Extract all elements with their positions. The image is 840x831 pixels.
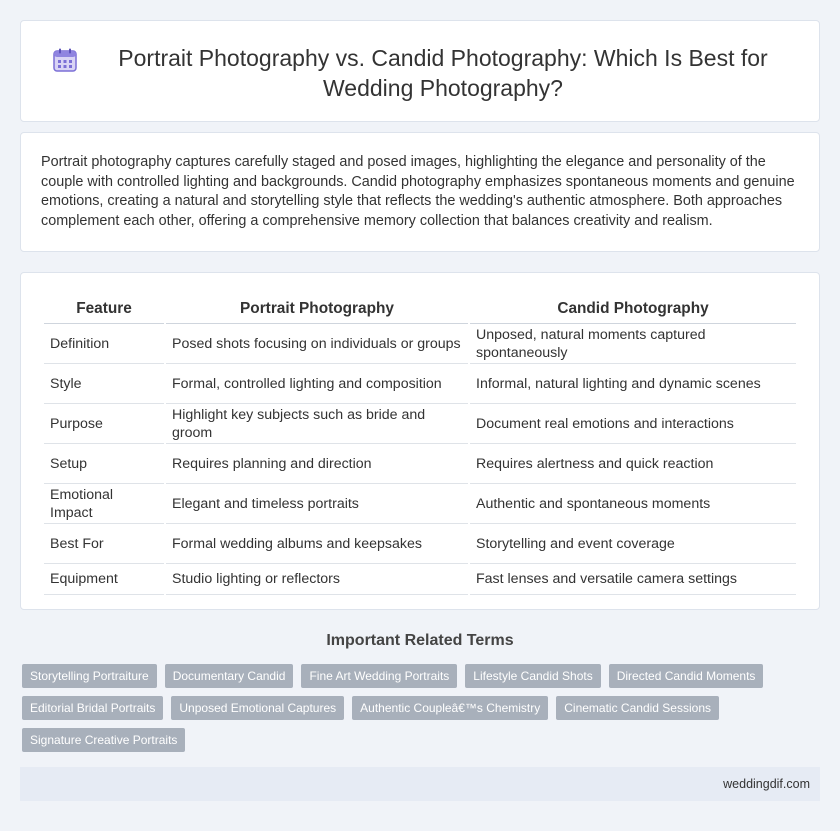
table-cell-portrait: Formal, controlled lighting and composition [166, 364, 468, 404]
related-term-tag[interactable]: Storytelling Portraiture [22, 664, 157, 688]
related-term-tag[interactable]: Editorial Bridal Portraits [22, 696, 163, 720]
table-cell-portrait: Elegant and timeless portraits [166, 484, 468, 524]
table-cell-feature: Best For [44, 524, 164, 564]
table-cell-feature: Style [44, 364, 164, 404]
calendar-icon [52, 47, 78, 73]
table-cell-candid: Requires alertness and quick reaction [470, 444, 796, 484]
related-terms-list [22, 664, 822, 760]
column-header-portrait: Portrait Photography [166, 295, 468, 324]
table-cell-candid: Storytelling and event coverage [470, 524, 796, 564]
table-cell-feature: Emotional Impact [44, 484, 164, 524]
comparison-table [42, 295, 798, 595]
related-term-tag[interactable]: Documentary Candid [165, 664, 294, 688]
table-row [44, 524, 796, 564]
table-row [44, 564, 796, 595]
table-cell-portrait: Highlight key subjects such as bride and groom [166, 404, 468, 444]
table-cell-candid: Unposed, natural moments captured spontaneously [470, 324, 796, 364]
table-cell-portrait: Studio lighting or reflectors [166, 564, 468, 595]
footer-site-name[interactable]: weddingdif.com [723, 777, 810, 791]
table-cell-candid: Authentic and spontaneous moments [470, 484, 796, 524]
table-row [44, 324, 796, 364]
table-cell-portrait: Posed shots focusing on individuals or groups [166, 324, 468, 364]
table-cell-candid: Informal, natural lighting and dynamic scenes [470, 364, 796, 404]
related-term-tag[interactable]: Fine Art Wedding Portraits [301, 664, 457, 688]
related-term-tag[interactable]: Lifestyle Candid Shots [465, 664, 600, 688]
table-row [44, 484, 796, 524]
column-header-feature: Feature [44, 295, 164, 324]
related-term-tag[interactable]: Cinematic Candid Sessions [556, 696, 719, 720]
related-term-tag[interactable]: Directed Candid Moments [609, 664, 764, 688]
table-cell-feature: Setup [44, 444, 164, 484]
intro-paragraph: Portrait photography captures carefully staged and posed images, highlighting the elegance and personality of the couple with controlled lighting and backgrounds. Candid photography emphasizes spontaneous moments and genuine emotions, creating a natural and storytelling style that reflects the wedding's authentic atmosphere. Both approaches complement each other, offering a comprehensive memory collection that balances creativity and realism. [41, 154, 795, 229]
related-terms-title: Important Related Terms [326, 632, 514, 649]
page-title: Portrait Photography vs. Candid Photography: Which Is Best for Wedding Photography? [118, 45, 768, 101]
table-cell-feature: Purpose [44, 404, 164, 444]
title-card [20, 20, 820, 122]
table-row [44, 404, 796, 444]
table-cell-feature: Equipment [44, 564, 164, 595]
column-header-candid: Candid Photography [470, 295, 796, 324]
table-cell-portrait: Formal wedding albums and keepsakes [166, 524, 468, 564]
table-cell-feature: Definition [44, 324, 164, 364]
table-header-row [44, 295, 796, 324]
table-cell-candid: Document real emotions and interactions [470, 404, 796, 444]
table-cell-candid: Fast lenses and versatile camera settings [470, 564, 796, 595]
related-term-tag[interactable]: Unposed Emotional Captures [171, 696, 344, 720]
comparison-card [20, 272, 820, 610]
table-row [44, 364, 796, 404]
intro-card [20, 132, 820, 252]
table-row [44, 444, 796, 484]
related-term-tag[interactable]: Signature Creative Portraits [22, 728, 185, 752]
title-row [21, 21, 819, 103]
footer [20, 767, 820, 801]
related-term-tag[interactable]: Authentic Coupleâ€™s Chemistry [352, 696, 548, 720]
table-cell-portrait: Requires planning and direction [166, 444, 468, 484]
